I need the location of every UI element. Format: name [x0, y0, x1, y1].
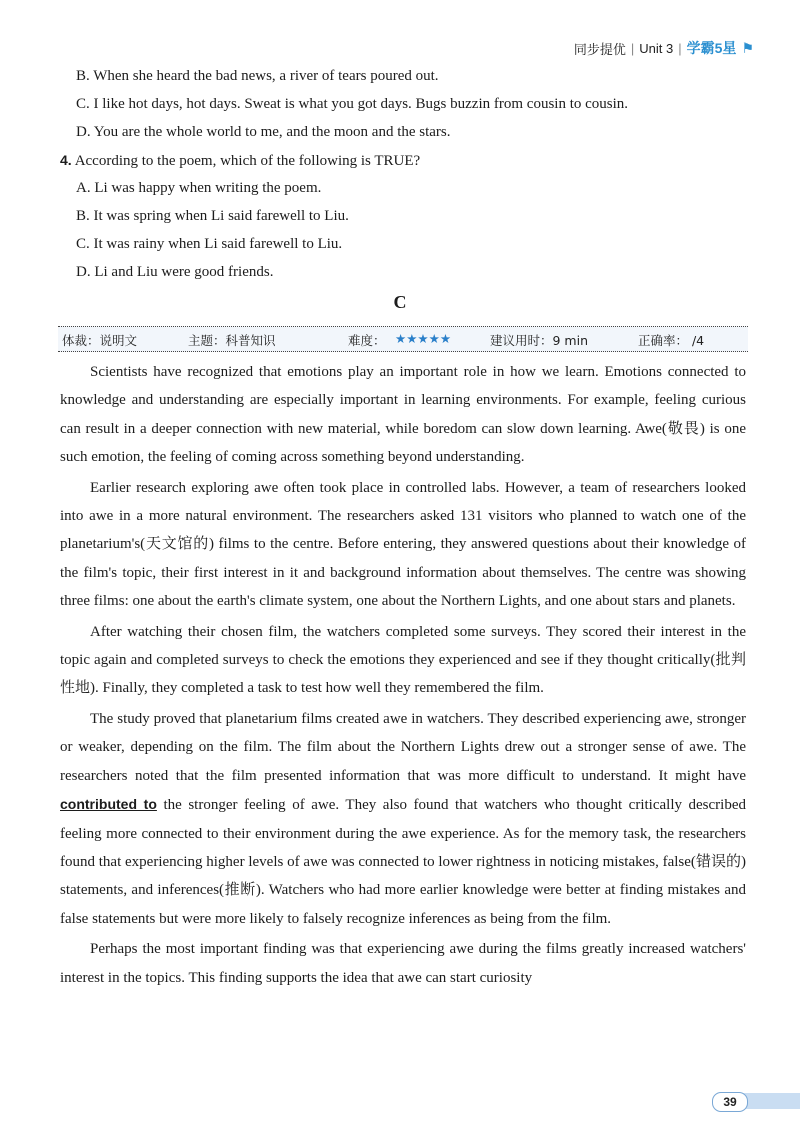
q3-option-c: C. I like hot days, hot days. Sweat is what you got days. Bugs buzzin from cousin to cousin.: [76, 96, 629, 112]
highlighted-phrase: contributed to: [60, 796, 157, 813]
header-divider: |: [678, 40, 682, 56]
section-heading: C: [393, 292, 407, 312]
brand-logo: 学霸5星: [686, 40, 737, 56]
question-number: 4.: [60, 152, 72, 168]
paragraph: [60, 705, 746, 933]
paragraph: After watching their chosen film, the watchers completed some surveys. They scored their interest in the topic again and completed surveys to check the emotions they experienced and see if they thought critically(批判性地). Finally, they completed a task to test how well they remembered the film.: [60, 623, 746, 697]
question-text: According to the poem, which of the following is TRUE?: [74, 153, 421, 169]
q4-option-d: D. Li and Liu were good friends.: [76, 264, 274, 280]
header-divider: |: [630, 40, 635, 56]
page-header: [574, 38, 754, 58]
q4-option-a: A. Li was happy when writing the poem.: [76, 180, 322, 196]
suggested-time: 建议用时：9 min: [490, 333, 588, 348]
q4-option-c: C. It was rainy when Li said farewell to Liu.: [76, 236, 343, 252]
passage-info-bar: [58, 326, 748, 352]
difficulty-stars-icon: ★★★★★: [395, 331, 452, 346]
genre-label: 体裁：说明文: [62, 333, 138, 348]
question-4: [60, 150, 420, 171]
paragraph-text: the stronger feeling of awe. They also found that watchers who thought critically described feeling more connected to their environment during the awe experience. As for the memory task, the researchers found that experiencing higher levels of awe was connected to lower rightness in noticing mistakes, false(错误的) statements, and inferences(推断). Watchers who had more earlier knowledge were better at finding mistakes and false statements but were more likely to falsely recognize inferences as being from the film.: [60, 797, 747, 927]
flag-icon: ⚑: [741, 39, 754, 56]
q3-option-b: B. When she heard the bad news, a river of tears poured out.: [76, 68, 439, 84]
paragraph: Earlier research exploring awe often took place in controlled labs. However, a team of researchers looked into awe in a more natural environment. The researchers asked 131 visitors who planned to watch one of the planetarium's(天文馆的) films to the centre. Before entering, they answered questions about their knowledge of the film's topic, their first interest in it and background information about themselves. The centre was showing three films: one about the earth's climate system, one about the Northern Lights, and one about stars and planets.: [60, 479, 746, 610]
reading-passage: [60, 358, 746, 994]
accuracy-label: 正确率： /4: [638, 333, 705, 348]
q3-option-d: D. You are the whole world to me, and the moon and the stars.: [76, 124, 451, 140]
difficulty-label: 难度：: [348, 333, 386, 348]
page-number: 39: [712, 1092, 748, 1112]
paragraph-text: The study proved that planetarium films created awe in watchers. They described experiencing awe, stronger or weaker, depending on the film. The film about the Northern Lights drew out a stronger sense of awe. The researchers noted that the film presented information that was more difficult to understand. It might have: [60, 710, 746, 784]
paragraph: Perhaps the most important finding was that experiencing awe during the films greatly increased watchers' interest in the topics. This finding supports the idea that awe can start curiosity: [60, 941, 746, 986]
unit-label: Unit 3: [639, 40, 674, 56]
series-title: 同步提优: [573, 41, 626, 57]
theme-label: 主题：科普知识: [188, 333, 276, 348]
paragraph: Scientists have recognized that emotions play an important role in how we learn. Emotions connected to knowledge and understanding are especially important in learning environments. For example, feeling curious can result in a deeper connection with new material, while boredom can slow down learning. Awe(敬畏) is one such emotion, the feeling of coming across something beyond understanding.: [60, 364, 746, 466]
q4-option-b: B. It was spring when Li said farewell to Liu.: [76, 208, 349, 224]
